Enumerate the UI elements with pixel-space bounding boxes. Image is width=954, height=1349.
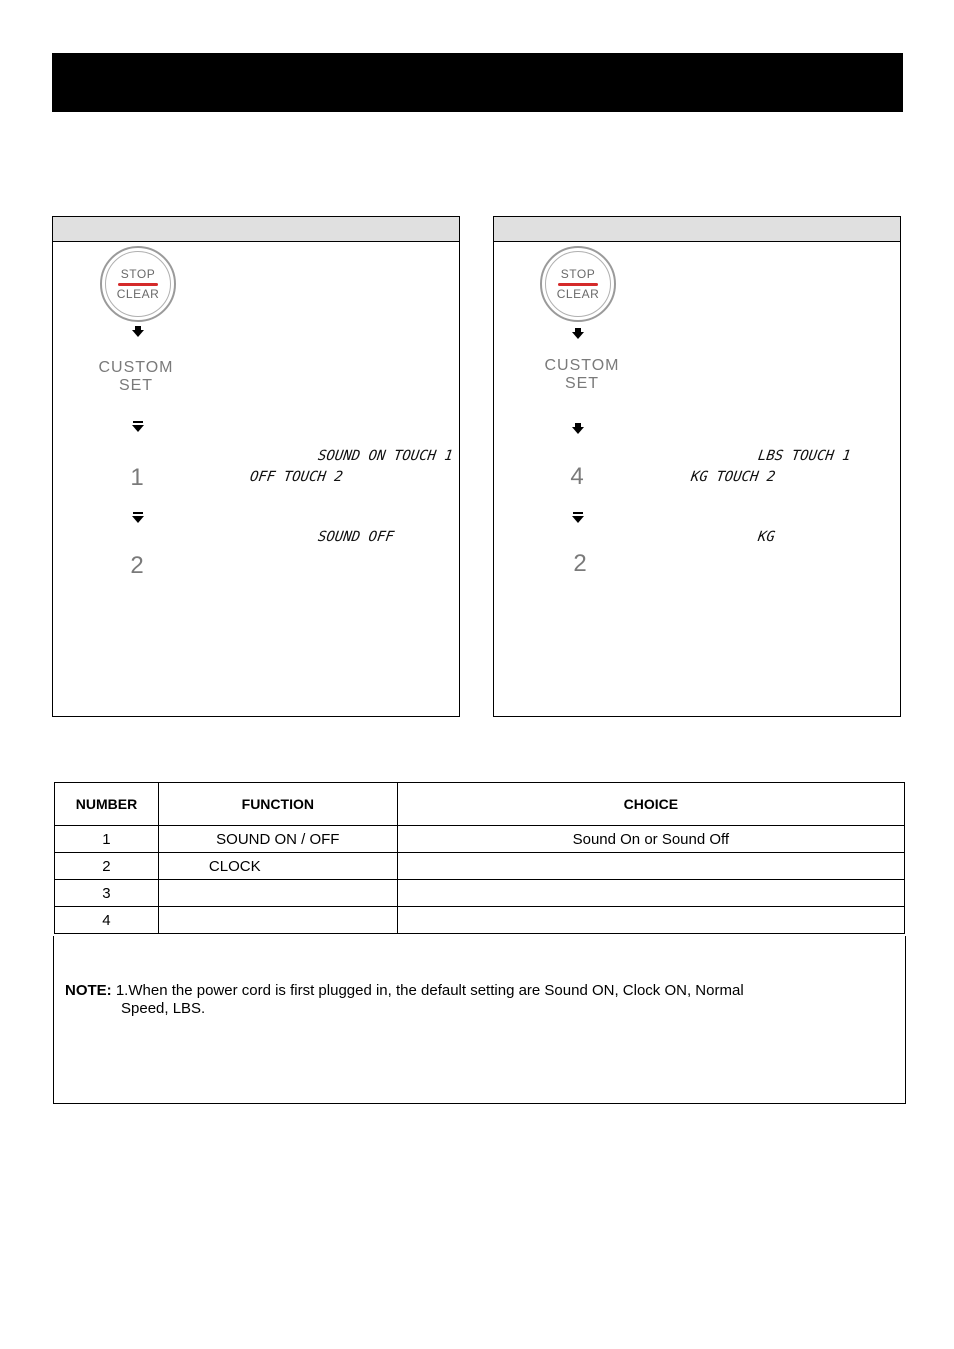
custom-set-key[interactable] [91, 359, 181, 395]
sound-setting-panel [52, 216, 460, 717]
set-label: SET [118, 377, 154, 394]
cell-choice [397, 907, 904, 934]
number-key-first[interactable]: 1 [130, 464, 144, 491]
table-row [55, 907, 905, 934]
panel-header [53, 217, 459, 242]
clear-label: CLEAR [116, 287, 160, 301]
cell-function [158, 907, 397, 934]
header-function: FUNCTION [158, 783, 397, 826]
double-arrow-down-icon [132, 512, 144, 524]
note-box [53, 936, 906, 1104]
table-row [55, 880, 905, 907]
number-key-second[interactable]: 2 [130, 552, 144, 579]
stop-label: STOP [560, 267, 596, 281]
cell-choice [397, 853, 904, 880]
cell-function [158, 880, 397, 907]
header-choice: CHOICE [397, 783, 904, 826]
stop-red-line [558, 283, 598, 286]
number-key-second[interactable]: 2 [573, 550, 587, 577]
cell-choice: Sound On or Sound Off [397, 826, 904, 853]
weight-setting-panel [493, 216, 901, 717]
stop-label: STOP [120, 267, 156, 281]
cell-function: SOUND ON / OFF [158, 826, 397, 853]
table-row [55, 826, 905, 853]
stop-red-line [118, 283, 158, 286]
lcd-prompt-line-1: LBS TOUCH 1 [756, 448, 852, 464]
cell-number: 4 [55, 907, 159, 934]
note-text [65, 982, 845, 1018]
lcd-result: SOUND OFF [316, 529, 395, 545]
lcd-result: KG [756, 529, 776, 545]
clear-label: CLEAR [556, 287, 600, 301]
table-header-row [55, 783, 905, 826]
stop-clear-button[interactable] [100, 246, 176, 322]
header-number: NUMBER [55, 783, 159, 826]
panel-header [494, 217, 900, 242]
custom-label: CUSTOM [544, 357, 620, 374]
arrow-down-icon [572, 328, 584, 340]
note-label: NOTE: [65, 982, 112, 999]
lcd-prompt-line-2: KG TOUCH 2 [689, 469, 777, 485]
set-label: SET [564, 375, 600, 392]
custom-label: CUSTOM [98, 359, 174, 376]
number-key-first[interactable]: 4 [570, 463, 584, 490]
cell-function: CLOCK [158, 853, 397, 880]
lcd-prompt-line-1: SOUND ON TOUCH 1 [316, 448, 454, 464]
cell-choice [397, 880, 904, 907]
double-arrow-down-icon [132, 421, 144, 433]
note-line-1: 1.When the power cord is first plugged in, the default setting are Sound ON, Clock ON, Normal [115, 982, 744, 999]
arrow-down-icon [132, 326, 144, 338]
cell-number: 2 [55, 853, 159, 880]
cell-number: 1 [55, 826, 159, 853]
double-arrow-down-icon [572, 512, 584, 524]
cell-number: 3 [55, 880, 159, 907]
arrow-down-icon [572, 423, 584, 435]
custom-set-function-table [54, 782, 905, 934]
custom-set-key[interactable] [537, 357, 627, 393]
section-header-bar [52, 53, 903, 112]
lcd-prompt-line-2: OFF TOUCH 2 [248, 469, 344, 485]
stop-clear-button[interactable] [540, 246, 616, 322]
table-row [55, 853, 905, 880]
note-line-2: Speed, LBS. [121, 1000, 206, 1017]
